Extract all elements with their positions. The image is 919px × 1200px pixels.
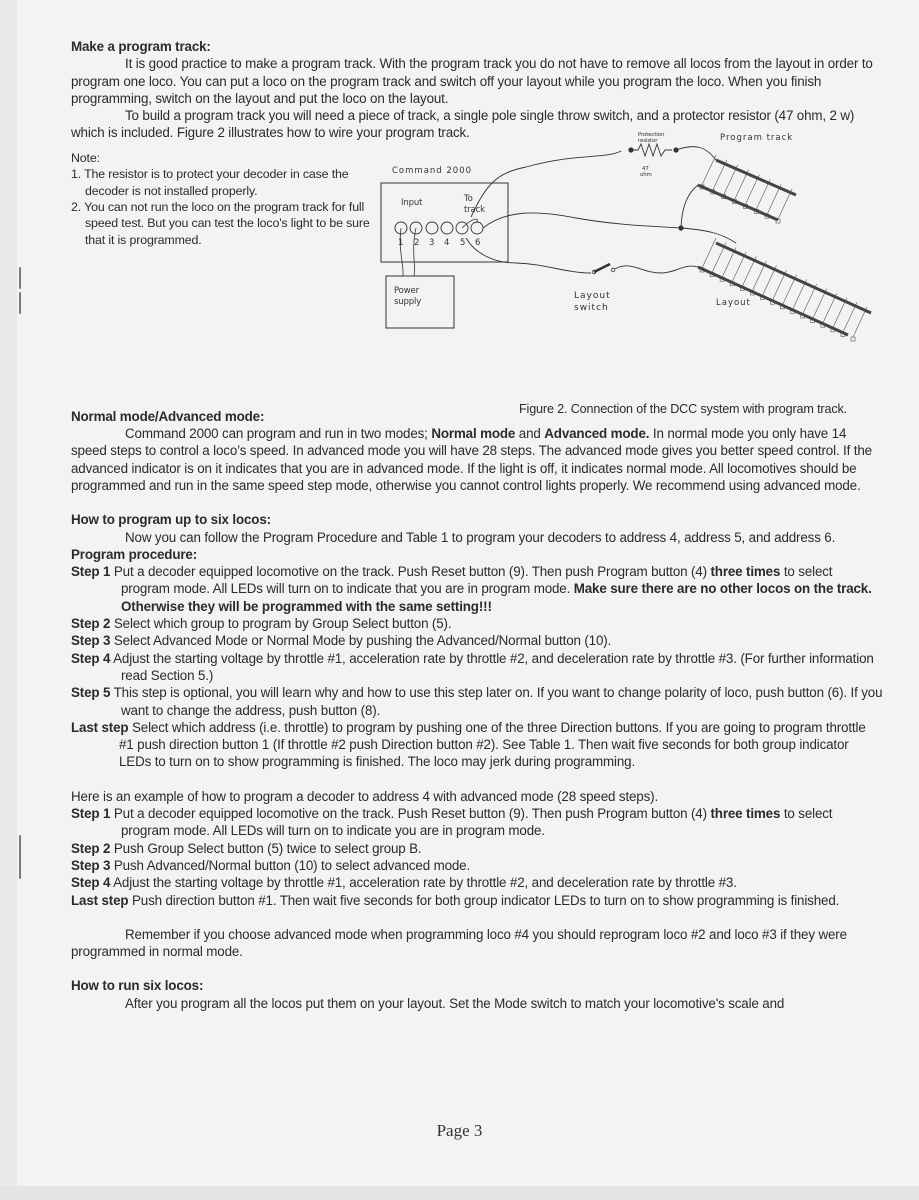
figure-caption: Figure 2. Connection of the DCC system with program track.	[519, 401, 847, 416]
terminal-4	[441, 222, 453, 234]
staple-mark	[19, 267, 21, 289]
wire	[400, 228, 403, 276]
procedure-step	[71, 615, 883, 632]
paragraph-modes	[71, 425, 883, 494]
text: Put a decoder equipped locomotive on the track. Push Reset button (9). Then push Program button (4)	[110, 806, 711, 822]
step-label: Step 2	[71, 840, 111, 856]
paragraph-remember: Remember if you choose advanced mode when programming loco #4 you should reprogram loco #2 and loco #3 if they were programmed in normal mode.	[71, 926, 847, 960]
layout-switch-label: Layout	[574, 290, 611, 301]
resistor-label: resistor	[638, 137, 658, 144]
example-step	[71, 874, 883, 891]
heading-six-locos: How to program up to six locos:	[71, 512, 271, 528]
procedure-step	[71, 650, 883, 685]
text: to select program mode. All LEDs will turn on to indicate you are in program mode.	[121, 806, 833, 839]
text: In normal mode you only have 14 speed steps to control a loco’s speed. In advanced mode you will have 28 steps. The advanced mode gives you better speed control. If the advanced indicator is on it indicates that you are in advanced mode. If the light is off, it indicates normal mode. All locomotives should be programmed and run in the same speed step mode, otherwise you cannot control lights properly. We recommend using advanced mode.	[71, 426, 872, 493]
heading-modes: Normal mode/Advanced mode:	[71, 408, 265, 424]
switch-contact	[611, 268, 615, 272]
wire	[681, 185, 698, 228]
command-label: Command 2000	[392, 165, 473, 176]
bold-text: three times	[710, 806, 781, 822]
bold-text: Advanced mode.	[544, 426, 650, 442]
text: Adjust the starting voltage by throttle #1, acceleration rate by throttle #2, and deceleration rate by throttle #3.	[110, 875, 737, 891]
text: This step is optional, you will learn why and how to use this step later on. If you want to change polarity of loco, push button (6). If you want to change the address, push button (8).	[110, 685, 883, 718]
heading-run-locos: How to run six locos:	[71, 978, 204, 994]
layout-label: Layout	[716, 297, 751, 308]
text: Push direction button #1. Then wait five seconds for both group indicator LEDs to turn on to show programming is finished.	[128, 892, 840, 908]
wiring-diagram	[376, 115, 886, 360]
terminal-label: 5	[460, 237, 466, 248]
wire	[676, 146, 716, 159]
example-step	[71, 805, 883, 840]
terminal-3	[426, 222, 438, 234]
step-label: Step 1	[71, 806, 111, 822]
text: Select Advanced Mode or Normal Mode by pushing the Advanced/Normal button (10).	[110, 633, 612, 649]
layout-track-icon	[698, 238, 871, 341]
resistor-value: 47	[642, 165, 649, 172]
step-label: Step 4	[71, 650, 111, 666]
wire	[471, 151, 621, 217]
program-track-label: Program track	[720, 132, 794, 143]
track-tie-end	[851, 337, 855, 341]
text: Push Group Select button (5) twice to select group B.	[110, 840, 422, 856]
layout-switch-label: switch	[574, 302, 609, 313]
heading-program-track: Make a program track:	[71, 39, 211, 54]
heading-procedure: Program procedure:	[71, 546, 198, 562]
wire	[483, 213, 736, 243]
wire	[414, 228, 416, 276]
procedure-step	[71, 632, 883, 649]
terminal-label: 1	[398, 237, 404, 248]
wire	[462, 219, 477, 228]
step-label: Step 5	[71, 685, 111, 701]
example-step	[71, 840, 883, 857]
terminal-6	[471, 222, 483, 234]
example-step	[71, 857, 883, 874]
text: Command 2000 can program and run in two modes;	[125, 426, 432, 442]
text: Select which address (i.e. throttle) to program by pushing one of the three Direction buttons. If you are going to program throttle #1 push direction button 1 (If throttle #2 push Direction button #2). See Table 1. Then wait five seconds for both group indicator LEDs to turn on to show programming is finished. The loco may jerk during programming.	[119, 719, 866, 770]
text: Adjust the starting voltage by throttle #1, acceleration rate by throttle #2, and deceleration rate by throttle #3. (For further information read Section 5.)	[110, 650, 874, 683]
wire	[466, 238, 591, 273]
input-label: Input	[401, 197, 423, 208]
terminal-label: 4	[444, 237, 450, 248]
note-box	[71, 150, 371, 248]
paragraph: It is good practice to make a program track. With the program track you do not have to remove all locos from the layout in order to program one loco. You can put a loco on the program track and switch off your layout while you program the loco. When you finish programming, switch on the layout and put the loco on the layout.	[71, 56, 873, 106]
paragraph: After you program all the locos put them on your layout. Set the Mode switch to match your locomotive's scale and	[125, 995, 785, 1011]
paragraph: To build a program track you will need a piece of track, a single pole single throw switch, and a protector resistor (47 ohm, 2 w) which is included. Figure 2 illustrates how to wire your program track.	[71, 108, 855, 141]
terminal-label: 6	[475, 237, 481, 248]
procedure-step	[71, 684, 883, 719]
track-label: track	[464, 204, 485, 215]
bold-text: Normal mode	[431, 426, 516, 442]
step-label: Step 2	[71, 616, 111, 632]
terminal-group	[395, 222, 483, 234]
step-label: Step 3	[71, 633, 111, 649]
text: Put a decoder equipped locomotive on the track. Push Reset button (9). Then push Program button (4)	[110, 564, 711, 580]
document-body	[71, 38, 883, 1012]
track-tie	[702, 238, 716, 268]
resistor-value: ohm	[640, 171, 652, 178]
resistor-icon	[631, 144, 672, 156]
staple-mark	[19, 835, 21, 879]
step-label: Step 4	[71, 875, 111, 891]
power-label: Power	[394, 285, 419, 296]
terminal-label: 2	[414, 237, 420, 248]
note-item: 1. The resistor is to protect your decoder in case the decoder is not installed properly.	[71, 167, 349, 198]
text: and	[515, 426, 545, 442]
note-item: 2. You can not run the loco on the program track for full speed test. But you can test the loco's light to be sure that it is programmed.	[71, 200, 370, 247]
wire	[615, 266, 698, 273]
terminal-label: 3	[429, 237, 435, 248]
power-label: supply	[394, 296, 422, 307]
resistor-label: Protection	[638, 131, 665, 138]
bold-text: Make sure there are no other locos on the track. Otherwise they will be programmed with the same setting!!!	[121, 581, 872, 614]
scan-border	[0, 1186, 919, 1200]
staple-mark	[19, 292, 21, 314]
step-label: Step 3	[71, 857, 111, 873]
procedure-step	[71, 719, 883, 771]
program-track-icon	[698, 155, 796, 223]
step-label: Last step	[71, 719, 129, 735]
step-label: Step 1	[71, 564, 111, 580]
example-intro: Here is an example of how to program a decoder to address 4 with advanced mode (28 speed steps).	[71, 788, 659, 804]
paragraph: Now you can follow the Program Procedure and Table 1 to program your decoders to address 4, address 5, and address 6.	[125, 529, 836, 545]
procedure-step	[71, 563, 883, 615]
layout-switch-icon	[594, 264, 610, 272]
note-title: Note:	[71, 150, 100, 165]
track-tie	[702, 155, 716, 185]
step-label: Last step	[71, 892, 129, 908]
text: Push Advanced/Normal button (10) to select advanced mode.	[110, 857, 471, 873]
text: Select which group to program by Group Select button (5).	[110, 616, 452, 632]
bold-text: three times	[710, 564, 781, 580]
page-number: Page 3	[436, 1121, 483, 1140]
text: to select program mode. All LEDs will turn on to indicate that you are in program mode.	[121, 564, 833, 597]
to-label: To	[464, 193, 473, 204]
example-step	[71, 892, 883, 909]
